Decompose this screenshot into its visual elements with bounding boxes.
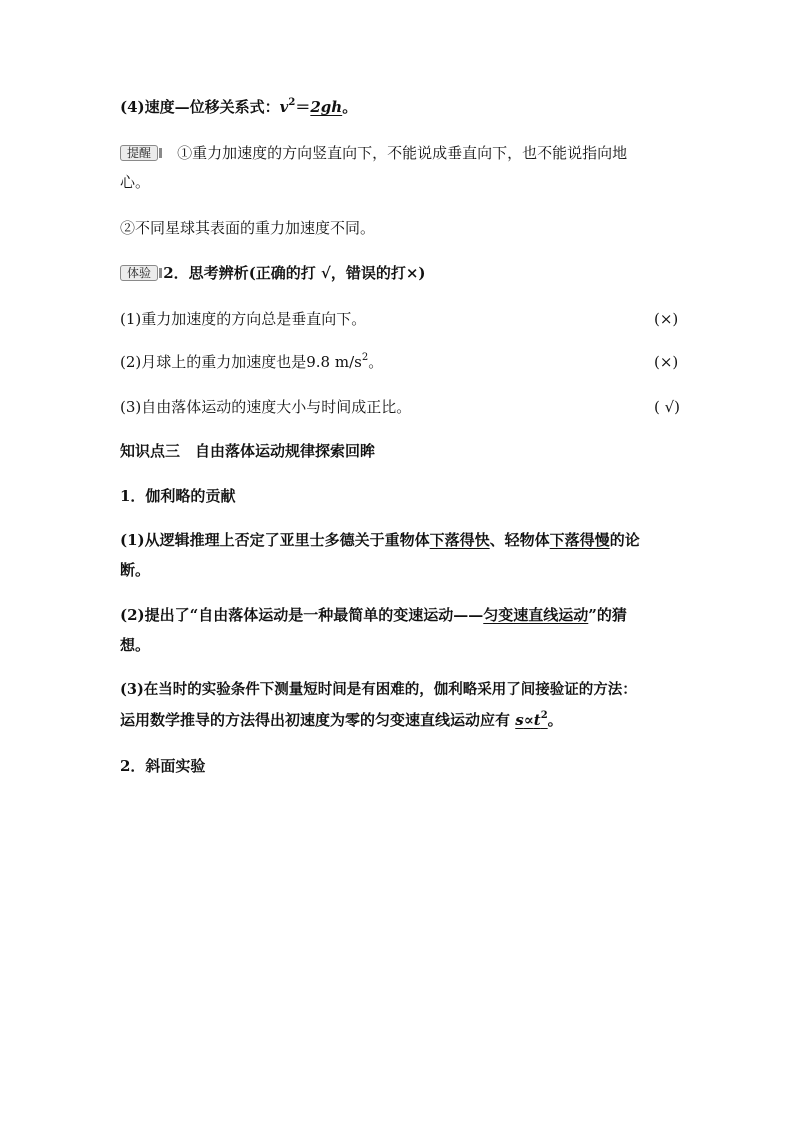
answer-blank-2: $s\propto t^2$ — [515, 710, 548, 729]
tip-line: 提醒 ①重力加速度的方向竖直向下，不能说成垂直向下，也不能说指向地 — [120, 143, 627, 163]
subsection-heading: 1．伽利略的贡献 — [120, 487, 236, 505]
tip-line-3: ②不同星球其表面的重力加速度不同。 — [120, 219, 376, 237]
judge-mark-3: ( √) — [654, 398, 681, 416]
paragraph-1-cont: 断。 — [120, 561, 151, 579]
paragraph-3: (3)在当时的实验条件下测量短时间是有困难的，伽利略采用了间接验证的方法： — [120, 681, 637, 698]
paragraph-2: (2)提出了“自由落体运动是一种最简单的变速运动——匀变速直线运动”的猜 — [120, 606, 627, 624]
paragraph-2-cont: 想。 — [120, 636, 151, 654]
tip-badge: 提醒 — [120, 145, 158, 161]
subsection-heading-2: 2．斜面实验 — [120, 757, 206, 775]
formula-line: (4)速度—位移关系式：$v^2=2gh$。 — [120, 97, 358, 116]
judge-mark-2: (×) — [654, 353, 679, 371]
tip-line-2: 心。 — [120, 173, 151, 191]
section-title: 知识点三 自由落体运动规律探索回眸 — [120, 442, 376, 460]
experience-badge: 体验 — [120, 265, 158, 281]
paragraph-3-cont: 运用数学推导的方法得出初速度为零的匀变速直线运动应有 $s\propto t^2$。 — [120, 710, 563, 729]
judge-item-3: (3)自由落体运动的速度大小与时间成正比。 — [120, 398, 412, 416]
experience-heading: 体验 2．思考辨析(正确的打 √，错误的打×) — [120, 263, 426, 283]
paragraph-1: (1)从逻辑推理上否定了亚里士多德关于重物体下落得快、轻物体下落得慢的论 — [120, 531, 640, 549]
answer-blank: 2gh — [310, 98, 343, 116]
judge-item-2: (2)月球上的重力加速度也是9.8 $m/s^2$。 — [120, 352, 384, 371]
judge-item-1: (1)重力加速度的方向总是垂直向下。 — [120, 310, 367, 328]
judge-mark-1: (×) — [654, 310, 679, 328]
